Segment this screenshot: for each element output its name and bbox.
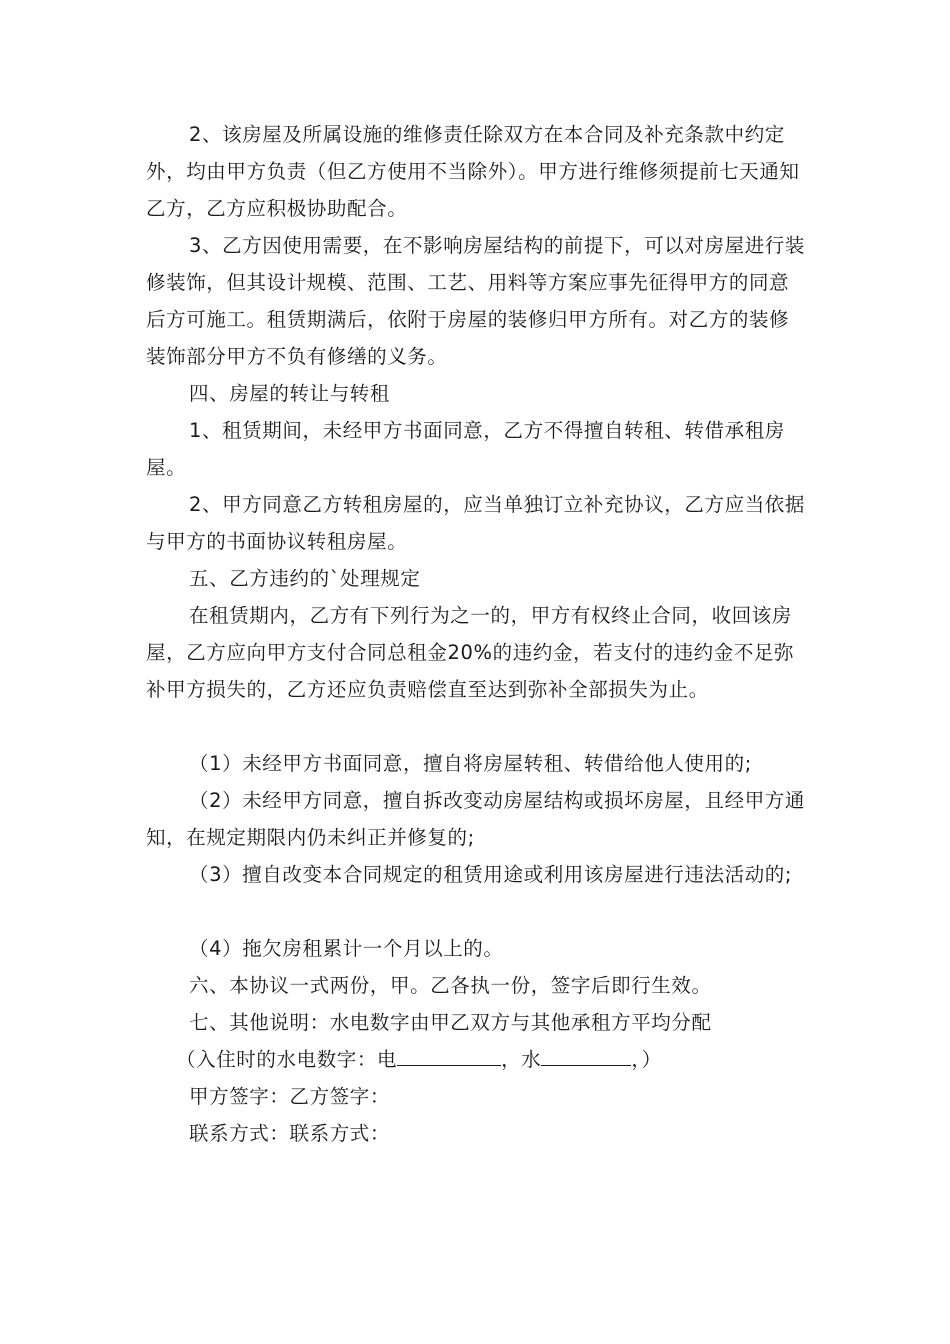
paragraph-repair-responsibility: 2、该房屋及所属设施的维修责任除双方在本合同及补充条款中约定外，均由甲方负责（但乙方使用不当除外）。甲方进行维修须提前七天通知乙方，乙方应积极协助配合。 xyxy=(146,123,800,220)
heading-transfer: 四、房屋的转让与转租 xyxy=(189,382,391,405)
water-blank xyxy=(541,1043,631,1066)
list-item-breach-3: （3）擅自改变本合同规定的租赁用途或利用该房屋进行违法活动的; xyxy=(189,863,793,886)
paragraph-transfer-2: 2、甲方同意乙方转租房屋的，应当单独订立补充协议，乙方应当依据与甲方的书面协议转租房屋。 xyxy=(146,493,806,553)
heading-other: 七、其他说明：水电数字由甲乙双方与其他承租方平均分配 xyxy=(189,1011,712,1034)
paragraph-decoration: 3、乙方因使用需要，在不影响房屋结构的前提下，可以对房屋进行装修装饰，但其设计规模、范围、工艺、用料等方案应事先征得甲方的同意后方可施工。租赁期满后，依附于房屋的装修归甲方所有。对乙方的装修装饰部分甲方不负有修缮的义务。 xyxy=(146,234,806,368)
list-item-breach-2: （2）未经甲方同意，擅自拆改变动房屋结构或损坏房屋，且经甲方通知，在规定期限内仍未纠正并修复的; xyxy=(146,789,806,849)
meter-suffix: ，） xyxy=(631,1048,662,1071)
list-item-breach-1: （1）未经甲方书面同意，擅自将房屋转租、转借给他人使用的; xyxy=(189,752,752,775)
paragraph-transfer-1: 1、租赁期间，未经甲方书面同意，乙方不得擅自转租、转借承租房屋。 xyxy=(146,419,785,479)
meter-mid: ，水 xyxy=(501,1048,542,1071)
list-item-breach-4: （4）拖欠房租累计一个月以上的。 xyxy=(189,937,504,960)
paragraph-breach-intro: 在租赁期内，乙方有下列行为之一的，甲方有权终止合同，收回该房屋，乙方应向甲方支付合同总租金20%的违约金，若支付的违约金不足弥补甲方损失的，乙方还应负责赔偿直至达到弥补全部损失为止。 xyxy=(146,604,795,701)
meter-prefix: （入住时的水电数字：电 xyxy=(176,1048,398,1071)
heading-copies: 六、本协议一式两份，甲。乙各执一份，签字后即行生效。 xyxy=(189,974,712,997)
signature-line: 甲方签字：乙方签字： xyxy=(189,1085,391,1108)
heading-breach: 五、乙方违约的`处理规定 xyxy=(189,567,421,590)
meter-reading-line xyxy=(176,1041,662,1078)
contact-line: 联系方式：联系方式： xyxy=(189,1122,391,1145)
electric-blank xyxy=(397,1043,501,1066)
